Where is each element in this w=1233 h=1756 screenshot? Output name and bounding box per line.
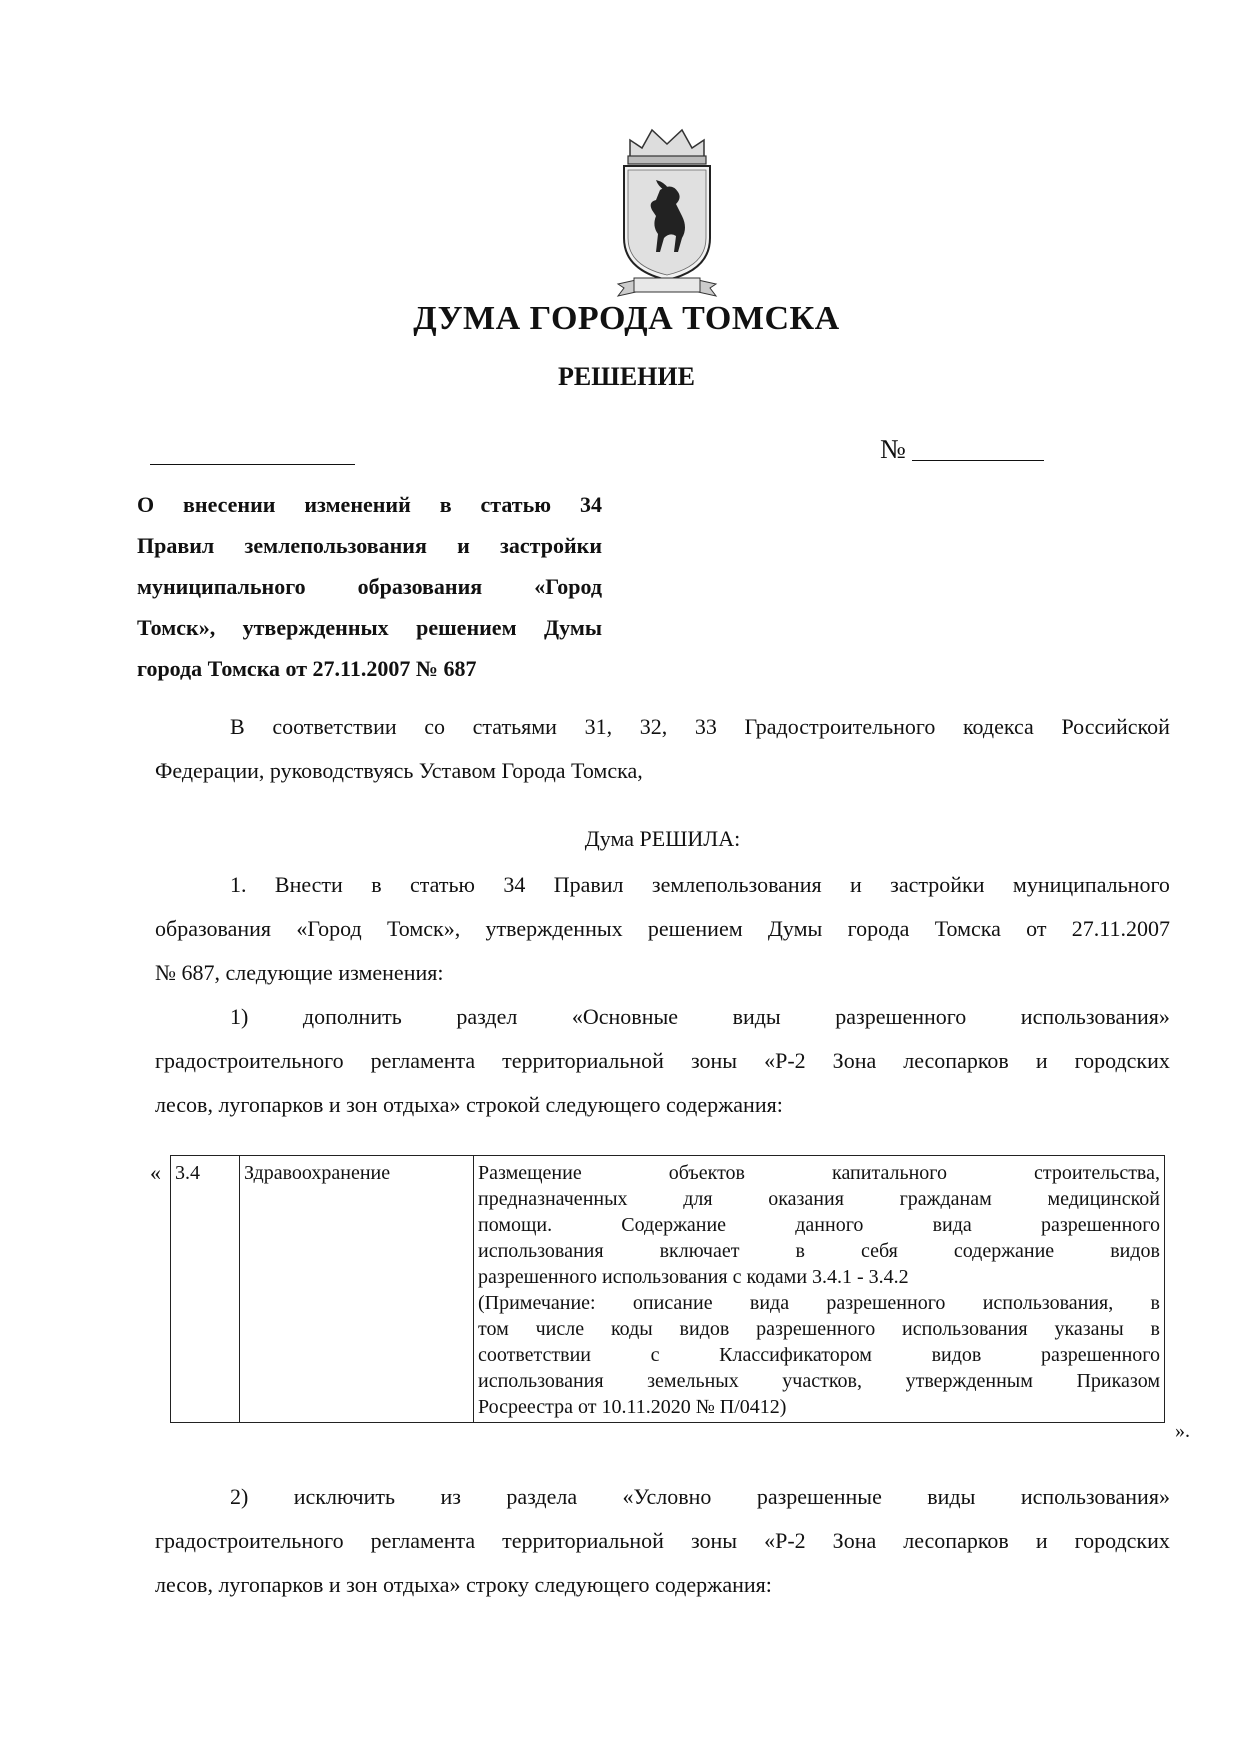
subject-line: муниципального образования «Город (137, 574, 602, 599)
land-use-table (170, 1155, 1165, 1423)
table-row (171, 1156, 1165, 1423)
subject-line: Томск», утвержденных решением Думы (137, 615, 602, 640)
table-quote-open: « (150, 1160, 161, 1185)
item-1-paragraph (155, 863, 1170, 995)
number-blank-line (912, 460, 1044, 461)
text-line: градостроительного регламента территориальной зоны «Р-2 Зона лесопарков и городских (155, 1528, 1170, 1553)
preamble-paragraph (155, 705, 1170, 793)
document-type: РЕШЕНИЕ (558, 362, 695, 391)
subject-line: Правил землепользования и застройки (137, 533, 602, 558)
organization-title: ДУМА ГОРОДА ТОМСКА (413, 300, 840, 337)
text-line: 2) исключить из раздела «Условно разрешенные виды использования» (230, 1484, 1170, 1509)
table-quote-close: ». (1175, 1420, 1190, 1442)
subject-line: О внесении изменений в статью 34 (137, 492, 602, 517)
resolved-heading: Дума РЕШИЛА: (584, 826, 741, 851)
subitem-2-paragraph (155, 1475, 1170, 1607)
document-subject (137, 484, 602, 689)
text-line: 1. Внести в статью 34 Правил землепользования и застройки муниципального (230, 872, 1170, 897)
text-line: лесов, лугопарков и зон отдыха» строку следующего содержания: (155, 1572, 772, 1597)
text-line: образования «Город Томск», утвержденных решением Думы города Томска от 27.11.2007 (155, 916, 1170, 941)
document-number (880, 434, 1044, 465)
coat-of-arms-emblem (612, 120, 722, 300)
text-line: лесов, лугопарков и зон отдыха» строкой следующего содержания: (155, 1092, 783, 1117)
date-blank-line (150, 464, 355, 465)
subitem-1-paragraph (155, 995, 1170, 1127)
text-line: Федерации, руководствуясь Уставом Города Томска, (155, 758, 643, 783)
subject-line: города Томска от 27.11.2007 № 687 (137, 656, 477, 681)
text-line: градостроительного регламента территориальной зоны «Р-2 Зона лесопарков и городских (155, 1048, 1170, 1073)
table-cell-description: Размещение объектов капитального строительства, предназначенных для оказания гражданам медицинской помощи. Содержание данного вида разрешенного использования включает в себя содержание видов разрешенного использования с кодами 3.4.1 - 3.4.2 (Примечание: описание вида разрешенного использования, в том числе коды видов разрешенного использования указаны в соответствии с Классификатором видов разрешенного использования земельных участков, утвержденным Приказом Росреестра от 10.11.2020 № П/0412) (474, 1156, 1165, 1423)
table-cell-name: Здравоохранение (240, 1156, 474, 1423)
table-cell-code: 3.4 (171, 1156, 240, 1423)
text-line: В соответствии со статьями 31, 32, 33 Градостроительного кодекса Российской (230, 714, 1170, 739)
text-line: 1) дополнить раздел «Основные виды разрешенного использования» (230, 1004, 1170, 1029)
text-line: № 687, следующие изменения: (155, 960, 444, 985)
number-label: № (880, 434, 906, 464)
